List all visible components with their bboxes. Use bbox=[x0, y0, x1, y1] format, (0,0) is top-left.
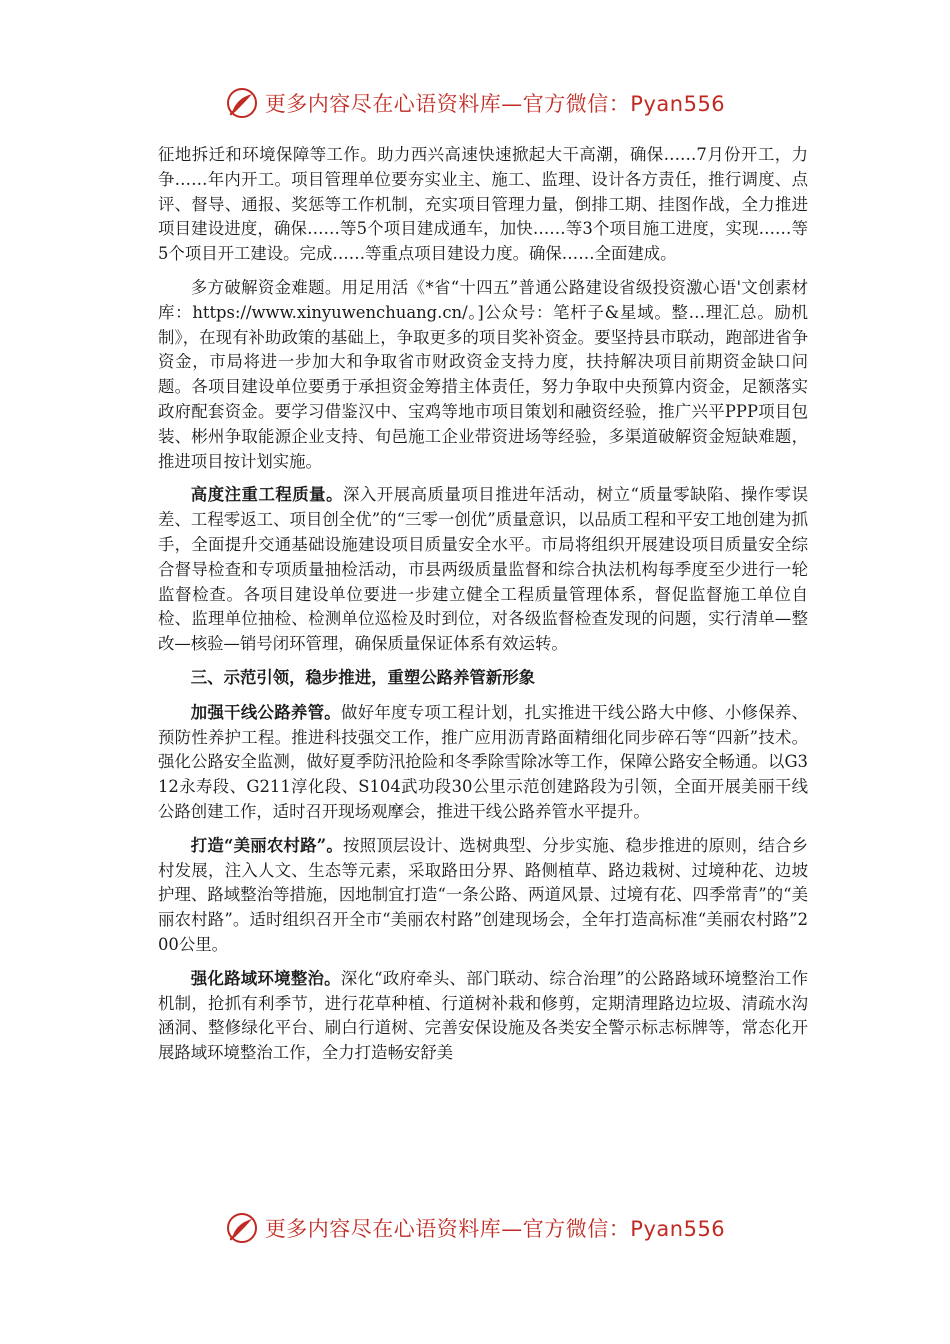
header-banner bbox=[0, 78, 950, 128]
paragraph-lead: 强化路域环境整治。 bbox=[190, 968, 341, 988]
paragraph-text: 按照顶层设计、选树典型、分步实施、稳步推进的原则，结合乡村发展，注入人文、生态等元素，采取路田分界、路侧植草、路边栽树、过境种花、边坡护理、路域整治等措施，因地制宜打造“一条公路、两道风景、过境有花、四季常青”的“美丽农村路”。适时组织召开全市“美丽农村路”创建现场会，全年打造高标准“美丽农村路”200公里。 bbox=[158, 835, 808, 954]
paragraph-text: 征地拆迁和环境保障等工作。助力西兴高速快速掀起大干高潮，确保……7月份开工，力争……年内开工。项目管理单位要夯实业主、施工、监理、设计各方责任，推行调度、点评、督导、通报、奖惩等工作机制，充实项目管理力量，倒排工期、挂图作战，全力推进项目建设进度，确保……等5个项目建成通车，加快……等3个项目施工进度，实现……等5个项目开工建设。完成……等重点项目建设力度。确保……全面建成。 bbox=[158, 145, 808, 264]
section-heading: 三、示范引领，稳步推进，重塑公路养管新形象 bbox=[190, 667, 535, 687]
banner-text: 更多内容尽在心语资料库—官方微信：Pyan556 bbox=[264, 1217, 726, 1241]
document-body bbox=[158, 143, 808, 1075]
footer-banner bbox=[0, 1203, 950, 1253]
paragraph-funding bbox=[158, 276, 808, 474]
paragraph-text: 深入开展高质量项目推进年活动，树立“质量零缺陷、操作零误差、工程零返工、项目创全优”的“三零一创优”质量意识，以品质工程和平安工地创建为抓手，全面提升交通基础设施建设项目质量安全水平。市局将组织开展建设项目质量安全综合督导检查和专项质量抽检活动，市县两级质量监督和综合执法机构每季度至少进行一轮监督检查。各项目建设单位要进一步建立健全工程质量管理体系，督促监督施工单位自检、监理单位抽检、检测单位巡检及时到位，对各级监督检查发现的问题，实行清单—整改—核验—销号闭环管理，确保质量保证体系有效运转。 bbox=[158, 485, 808, 654]
paragraph-trunk-road bbox=[158, 701, 808, 825]
paragraph-continued bbox=[158, 143, 808, 267]
brush-logo-icon bbox=[225, 86, 259, 120]
paragraph-lead: 打造“美丽农村路”。 bbox=[190, 835, 344, 855]
paragraph-rural-road bbox=[158, 834, 808, 958]
paragraph-environment bbox=[158, 967, 808, 1066]
paragraph-lead: 加强干线公路养管。 bbox=[190, 702, 341, 722]
paragraph-lead: 高度注重工程质量。 bbox=[190, 485, 343, 505]
brush-logo-icon bbox=[225, 1211, 259, 1245]
banner-text: 更多内容尽在心语资料库—官方微信：Pyan556 bbox=[264, 92, 726, 116]
paragraph-text: 深化“政府牵头、部门联动、综合治理”的公路路域环境整治工作机制，抢抓有利季节，进行花草种植、行道树补栽和修剪，定期清理路边垃圾、清疏水沟涵洞、整修绿化平台、刷白行道树、完善安保设施及各类安全警示标志标牌等，常态化开展路域环境整治工作，全力打造畅安舒美 bbox=[158, 968, 808, 1063]
paragraph-text: 做好年度专项工程计划，扎实推进干线公路大中修、小修保养、预防性养护工程。推进科技强交工作，推广应用沥青路面精细化同步碎石等“四新”技术。强化公路安全监测，做好夏季防汛抢险和冬季除雪除冰等工作，保障公路安全畅通。以G312永寿段、G211淳化段、S104武功段30公里示范创建路段为引领，全面开展美丽干线公路创建工作，适时召开现场观摩会，推进干线公路养管水平提升。 bbox=[158, 702, 808, 821]
paragraph-quality bbox=[158, 483, 808, 657]
paragraph-text: 多方破解资金难题。用足用活《*省“十四五”普通公路建设省级投资激心语'文创素材库：https://www.xinyuwenchuang.cn/。]公众号：笔杆子&星域。整…理汇总。励机制》，在现有补助政策的基础上，争取更多的项目奖补资金。要坚持县市联动，跑部进省争资金，市局将进一步加大和争取省市财政资金支持力度，扶持解决项目前期资金缺口问题。各项目建设单位要勇于承担资金筹措主体责任，努力争取中央预算内资金，足额落实政府配套资金。要学习借鉴汉中、宝鸡等地市项目策划和融资经验，推广兴平PPP项目包装、彬州争取能源企业支持、旬邑施工企业带资进场等经验，多渠道破解资金短缺难题，推进项目按计划实施。 bbox=[158, 277, 808, 471]
